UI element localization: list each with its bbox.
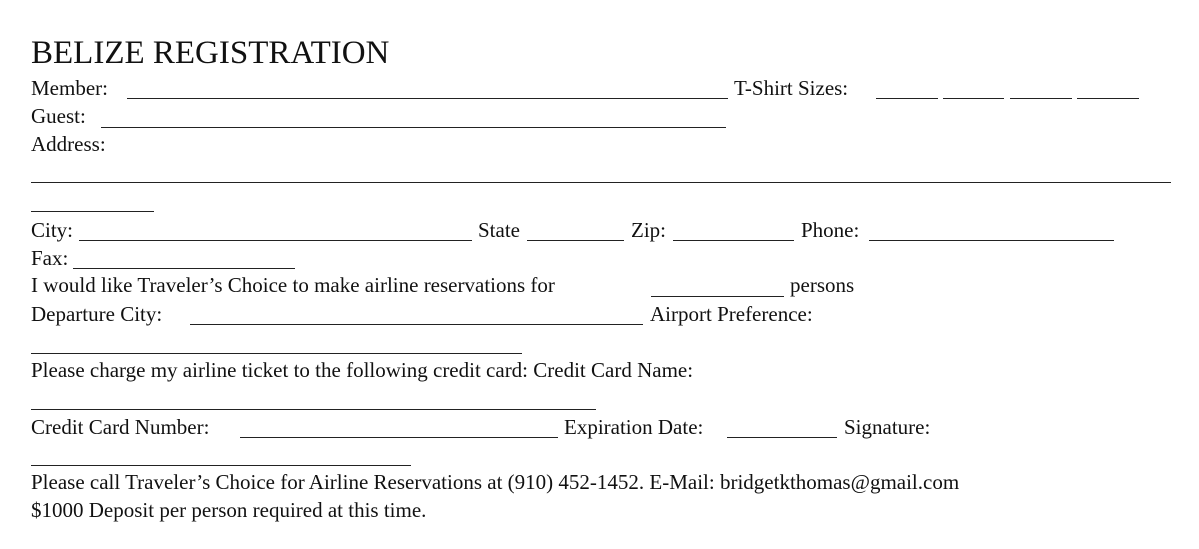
airline-request-text: I would like Traveler’s Choice to make airline reservations for [31,273,555,297]
phone-field[interactable] [869,240,1114,241]
departure-city-field[interactable] [190,324,643,325]
card-number-label: Credit Card Number: [31,415,210,439]
tshirt-size-field-1[interactable] [876,98,938,99]
guest-field[interactable] [101,127,726,128]
tshirt-size-field-2[interactable] [943,98,1004,99]
city-field[interactable] [79,240,472,241]
persons-count-field[interactable] [651,296,784,297]
state-field[interactable] [527,240,624,241]
fax-field[interactable] [73,268,295,269]
tshirt-size-field-4[interactable] [1077,98,1139,99]
expiration-label: Expiration Date: [564,415,704,439]
persons-label: persons [790,273,855,297]
tshirt-size-field-3[interactable] [1010,98,1072,99]
form-title: BELIZE REGISTRATION [31,35,390,71]
signature-label: Signature: [844,415,931,439]
state-label: State [478,218,520,242]
guest-label: Guest: [31,104,86,128]
zip-label: Zip: [631,218,666,242]
airport-preference-field[interactable] [31,353,522,354]
tshirt-label: T-Shirt Sizes: [734,76,849,100]
fax-label: Fax: [31,246,69,270]
charge-text: Please charge my airline ticket to the following credit card: Credit Card Name: [31,358,694,382]
member-label: Member: [31,76,108,100]
zip-field[interactable] [673,240,794,241]
address-field[interactable] [31,182,1171,183]
signature-field[interactable] [31,465,411,466]
card-number-field[interactable] [240,437,558,438]
credit-card-name-field[interactable] [31,409,596,410]
address-field-continued[interactable] [31,211,154,212]
member-field[interactable] [127,98,728,99]
call-info-text: Please call Traveler’s Choice for Airline Reservations at (910) 452-1452. E-Mail: bridgetkthomas@gmail.com [31,470,960,494]
city-label: City: [31,218,74,242]
deposit-text: $1000 Deposit per person required at this time. [31,498,427,522]
phone-label: Phone: [801,218,860,242]
address-label: Address: [31,132,106,156]
airport-preference-label: Airport Preference: [650,302,813,326]
departure-city-label: Departure City: [31,302,163,326]
expiration-field[interactable] [727,437,837,438]
